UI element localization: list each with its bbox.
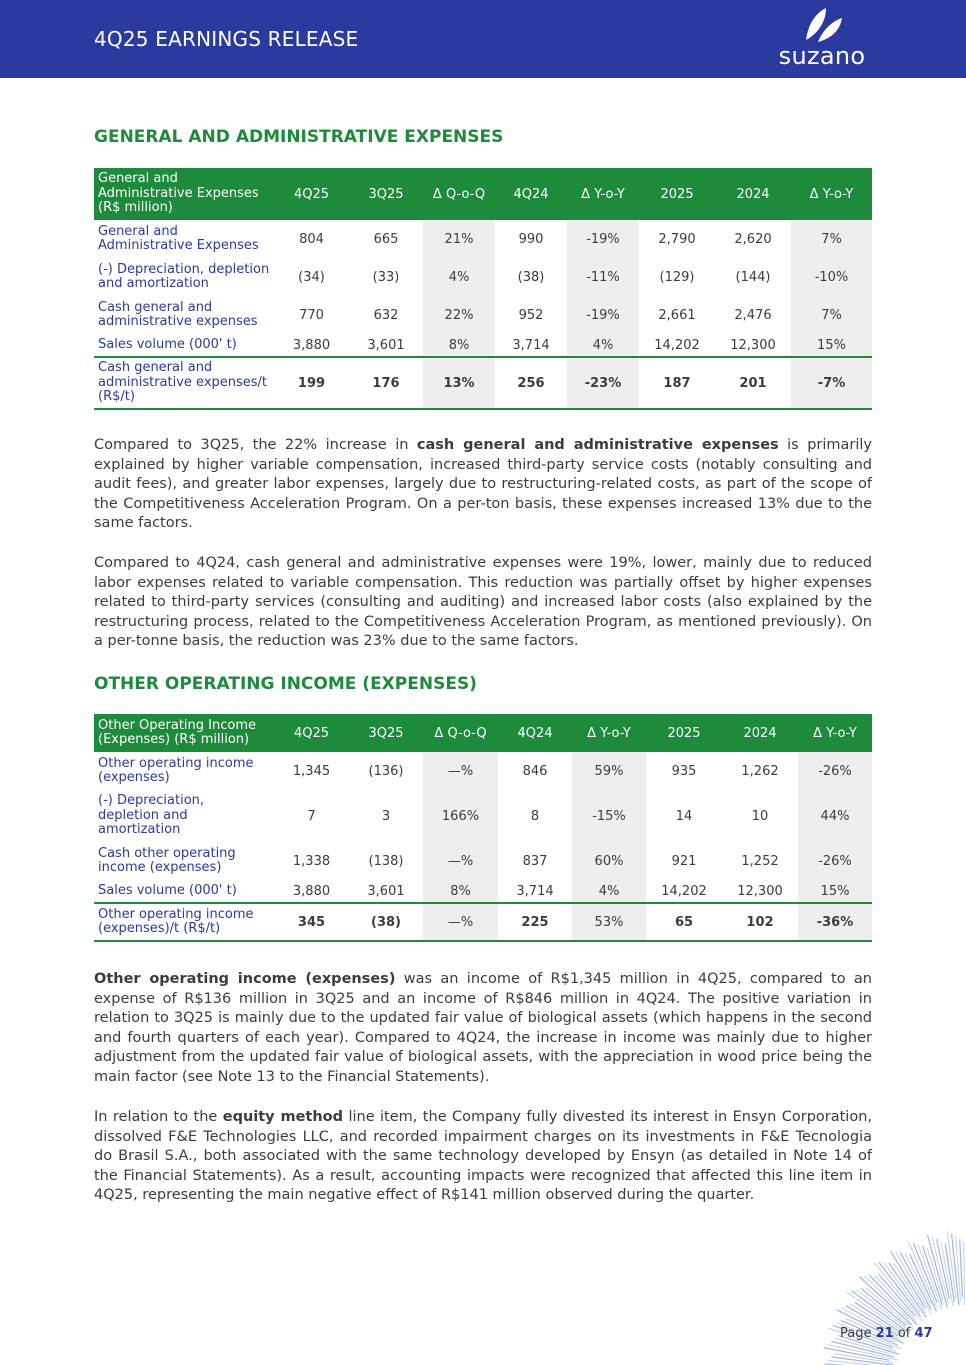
table-cell: -19% (567, 296, 639, 334)
column-header: General and Administrative Expenses (R$ million) (94, 168, 274, 220)
ga-section-title: GENERAL AND ADMINISTRATIVE EXPENSES (94, 127, 504, 147)
column-header: 4Q25 (274, 714, 349, 752)
row-label: Other operating income (expenses)/t (R$/t) (94, 903, 274, 941)
table-cell: 65 (646, 903, 722, 941)
table-row (94, 220, 872, 258)
suzano-logo (770, 6, 880, 70)
table-cell: 7% (791, 220, 872, 258)
column-header: 2025 (646, 714, 722, 752)
ga-table (94, 168, 872, 410)
column-header: Δ Y-o-Y (791, 168, 872, 220)
table-cell: 3,714 (512, 337, 550, 353)
column-header: Other Operating Income (Expenses) (R$ million) (94, 714, 274, 752)
oi-section-title: OTHER OPERATING INCOME (EXPENSES) (94, 674, 477, 694)
table-cell: 166% (423, 790, 498, 842)
table-cell: 22% (423, 296, 495, 334)
column-header: 3Q25 (349, 168, 423, 220)
table-row (94, 880, 872, 903)
table-row (94, 790, 872, 842)
table-cell: 21% (423, 220, 495, 258)
table-cell: 846 (522, 763, 548, 779)
table-cell: 1,338 (292, 853, 331, 869)
table-cell: 10 (751, 808, 769, 824)
column-header: 2024 (722, 714, 798, 752)
table-cell: 59% (572, 752, 646, 790)
row-label: Sales volume (000' t) (98, 336, 237, 352)
table-cell: 665 (373, 231, 399, 247)
table-cell: 14 (675, 808, 693, 824)
table-cell: 102 (722, 903, 798, 941)
table-cell: (33) (372, 269, 400, 285)
table-cell: (138) (368, 853, 404, 869)
table-cell: 2,790 (658, 231, 696, 247)
row-label: Cash general and administrative expenses/t (R$/t) (94, 357, 274, 409)
swirl-line (824, 1348, 890, 1361)
table-cell: 3,880 (292, 883, 331, 899)
table-row (94, 842, 872, 880)
report-title: 4Q25 EARNINGS RELEASE (94, 27, 359, 51)
table-cell: -36% (798, 903, 872, 941)
table-cell: 176 (349, 357, 423, 409)
table-cell: 8% (423, 334, 495, 357)
table-cell: (34) (298, 269, 325, 285)
table-cell: -23% (567, 357, 639, 409)
oi-paragraph-1 (94, 970, 872, 1087)
table-cell: 3,714 (516, 883, 554, 899)
column-header: 4Q25 (274, 168, 349, 220)
table-cell: 15% (798, 880, 872, 903)
table-cell: 3,601 (367, 883, 405, 899)
table-cell: 1,345 (292, 763, 331, 779)
bold-term: cash general and administrative expenses (416, 437, 779, 453)
table-cell: 3 (381, 808, 391, 824)
table-cell: 935 (671, 763, 697, 779)
column-header: 4Q24 (495, 168, 567, 220)
table-cell: (136) (368, 763, 404, 779)
text-span: is primarily explained by higher variable compensation, increased third-party service costs (notably consulting and audit fees), and greater labor expenses, largely due to restructuring-related costs, as part of the scope of the Competitiveness Acceleration Program. On a per-ton basis, these expenses increased 13% due to the same factors. (94, 437, 872, 531)
table-cell: 13% (423, 357, 495, 409)
row-label: Sales volume (000' t) (98, 882, 237, 898)
table-cell: -26% (798, 842, 872, 880)
bold-term: equity method (222, 1109, 344, 1125)
table-cell: —% (423, 903, 498, 941)
bold-term: Other operating income (expenses) (94, 971, 396, 987)
table-cell: 3,601 (367, 337, 405, 353)
table-cell: 3,880 (292, 337, 331, 353)
table-cell: 837 (522, 853, 548, 869)
table-cell: 201 (715, 357, 791, 409)
table-header-row (94, 714, 872, 752)
table-cell: 53% (572, 903, 646, 941)
table-row (94, 296, 872, 334)
oi-paragraph-2 (94, 1108, 872, 1206)
text-span: Compared to 3Q25, the 22% increase in (94, 437, 417, 453)
column-header: 3Q25 (349, 714, 423, 752)
table-header-row (94, 168, 872, 220)
table-cell: -11% (567, 258, 639, 296)
leaf-icon (770, 6, 880, 46)
table-cell: -15% (572, 790, 646, 842)
table-row (94, 752, 872, 790)
current-page: 21 (875, 1326, 894, 1341)
table-cell: 1,262 (741, 763, 779, 779)
table-cell: 2,661 (658, 307, 696, 323)
oi-table (94, 714, 872, 942)
column-header: Δ Y-o-Y (572, 714, 646, 752)
table-cell: 1,252 (741, 853, 779, 869)
table-row (94, 258, 872, 296)
table-cell: 8 (530, 808, 540, 824)
table-row (94, 334, 872, 357)
row-label: Cash other operating income (expenses) (98, 845, 236, 875)
table-cell: (38) (517, 269, 545, 285)
table-cell: 199 (274, 357, 349, 409)
table-cell: —% (423, 842, 498, 880)
table-row-total (94, 903, 872, 941)
row-label: (-) Depreciation, depletion and amortization (98, 793, 205, 838)
decorative-swirl-graphic (760, 1225, 966, 1365)
table-cell: 990 (518, 231, 544, 247)
column-header: Δ Y-o-Y (567, 168, 639, 220)
table-cell: 60% (572, 842, 646, 880)
table-cell: 632 (373, 307, 399, 323)
row-label: General and Administrative Expenses (98, 223, 259, 253)
table-cell: 225 (498, 903, 572, 941)
row-label: Other operating income (expenses) (98, 755, 254, 785)
column-header: Δ Q-o-Q (423, 168, 495, 220)
table-cell: 804 (299, 231, 324, 247)
table-cell: 15% (791, 334, 872, 357)
text-span: of (893, 1326, 915, 1341)
table-cell: —% (423, 752, 498, 790)
table-cell: 187 (639, 357, 715, 409)
column-header: Δ Q-o-Q (423, 714, 498, 752)
text-span: In relation to the (94, 1109, 223, 1125)
table-cell: 921 (671, 853, 697, 869)
table-cell: 770 (299, 307, 324, 323)
table-row-total (94, 357, 872, 409)
column-header: 4Q24 (498, 714, 572, 752)
table-cell: 2,620 (734, 231, 772, 247)
table-cell: (38) (349, 903, 423, 941)
row-label: Cash general and administrative expenses (98, 299, 258, 329)
table-cell: 4% (572, 880, 646, 903)
ga-paragraph-2: Compared to 4Q24, cash general and administrative expenses were 19%, lower, mainly due to reduced labor expenses related to variable compensation. This reduction was partially offset by higher expenses related to third-party services (consulting and auditing) and increased labor costs (also explained by the restructuring process, related to the Competitiveness Acceleration Program, as mentioned previously). On a per-tonne basis, the reduction was 23% due to the same factors. (94, 555, 872, 649)
total-pages: 47 (914, 1326, 933, 1341)
table-cell: 2,476 (734, 307, 772, 323)
table-cell: 14,202 (661, 883, 707, 899)
table-cell: 44% (798, 790, 872, 842)
column-header: 2025 (639, 168, 715, 220)
text-span: Page (840, 1326, 876, 1341)
swirl-line (964, 1242, 965, 1305)
table-cell: -7% (791, 357, 872, 409)
table-cell: 4% (423, 258, 495, 296)
page-number (840, 1326, 933, 1341)
table-cell: -26% (798, 752, 872, 790)
table-cell: 345 (274, 903, 349, 941)
table-cell: 256 (495, 357, 567, 409)
table-cell: (129) (659, 269, 695, 285)
table-cell: 952 (518, 307, 544, 323)
table-cell: 7 (307, 808, 316, 824)
table-cell: -19% (567, 220, 639, 258)
table-cell: 7% (791, 296, 872, 334)
text-span: line item, the Company fully divested its interest in Ensyn Corporation, dissolved F&E Technologies LLC, and recorded impairment charges on its investments in F&E Tecnologia do Brasil S.A., both associated with the same technology developed by Ensyn (as detailed in Note 14 of the Financial Statements). As a result, accounting impacts were recognized that affected this line item in 4Q25, representing the main negative effect of R$141 million observed during the quarter. (94, 1109, 872, 1203)
table-cell: 12,300 (737, 883, 783, 899)
table-cell: 14,202 (654, 337, 700, 353)
swirl-line (918, 1245, 942, 1310)
table-cell: (144) (735, 269, 771, 285)
table-cell: 12,300 (730, 337, 776, 353)
text-span: was an income of R$1,345 million in 4Q25, compared to an expense of R$136 million in 3Q25 and an income of R$846 million in 4Q24. The positive variation in relation to 3Q25 is mainly due to the updated fair value of biological assets (which happens in the second and fourth quarters of each year). Compared to 4Q24, the increase in income was mainly due to higher adjustment from the updated fair value of biological assets, with the appreciation in wood price being the main factor (see Note 13 to the Financial Statements). (94, 971, 872, 1085)
row-label: (-) Depreciation, depletion and amortization (98, 261, 270, 291)
ga-paragraph-1 (94, 436, 872, 534)
table-cell: -10% (791, 258, 872, 296)
table-cell: 4% (567, 334, 639, 357)
column-header: Δ Y-o-Y (798, 714, 872, 752)
column-header: 2024 (715, 168, 791, 220)
table-cell: 8% (423, 880, 498, 903)
logo-wordmark: suzano (778, 42, 866, 70)
page-header (0, 0, 966, 78)
